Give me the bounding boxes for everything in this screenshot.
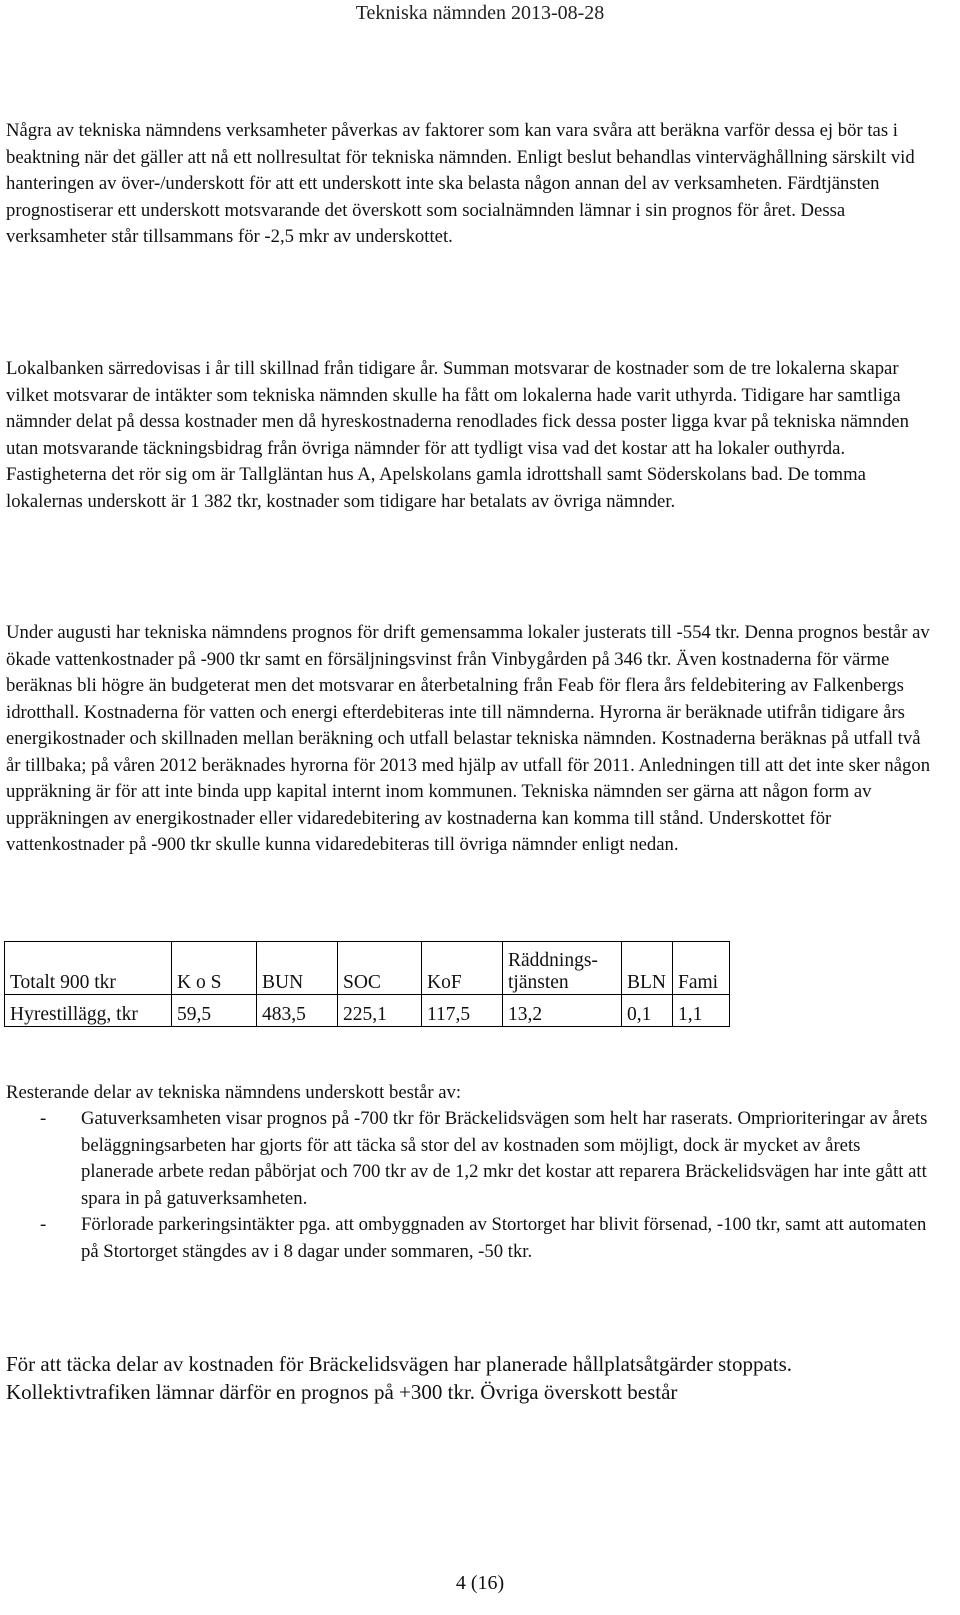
- paragraph-lokalbanken: Lokalbanken särredovisas i år till skillnad från tidigare år. Summan motsvarar de kostnader som de tre lokalerna skapar vilket motsvarar de intäkter som tekniska nämnden skulle ha fått om lokalerna hade varit uthyrda. Tidigare har samtliga nämnder delat på dessa kostnader men då hyreskostnaderna renodlades fick dessa poster ligga kvar på tekniska nämnden utan motsvarande täckningsbidrag från övriga nämnder för att tydligt visa vad det kostar att ha lokaler outhyrda. Fastigheterna det rör sig om är Tallgläntan hus A, Apelskolans gamla idrottshall samt Söderskolans bad. De tomma lokalernas underskott är 1 382 tkr, kostnader som tidigare har betalats av övriga nämnder.: [6, 358, 909, 512]
- table-cell: 225,1: [338, 995, 422, 1027]
- table-header-row: [5, 942, 730, 995]
- paragraph-special-activities: Några av tekniska nämndens verksamheter påverkas av faktorer som kan vara svåra att beräkna varför dessa ej bör tas i beaktning när det gäller att nå ett nollresultat för tekniska nämnden. Enligt beslut behandlas vinterväghållning särskilt vid hanteringen av över-/underskott för att ett underskott inte ska belasta någon annan del av verksamheten. Färdtjänsten prognostiserar ett underskott motsvarande det överskott som socialnämnden lämnar i sin prognos för året. Dessa verksamheter står tillsammans för -2,5 mkr av underskottet.: [6, 120, 915, 247]
- list-item-text: Förlorade parkeringsintäkter pga. att ombyggnaden av Stortorget har blivit försenad, -100 tkr, samt att automaten på Stortorget stängdes av i 8 dagar under sommaren, -50 tkr.: [81, 1214, 927, 1262]
- list-item-text: Gatuverksamheten visar prognos på -700 tkr för Bräckelidsvägen som helt har raserats. Omprioriteringar av årets beläggningsarbeten har gjorts för att täcka så stor del av kostnaden som möjligt, dock är mycket av årets planerade arbete redan påbörjat och 700 tkr av de 1,2 mkr det kostar att reparera Bräckelidsvägen har inte gått att spara in på gatuverksamheten.: [81, 1108, 928, 1209]
- list-item: [6, 1212, 936, 1265]
- table-header-cell: BUN: [257, 942, 338, 995]
- table-header-cell: K o S: [172, 942, 257, 995]
- table-cell: 483,5: [257, 995, 338, 1027]
- list-item: [6, 1106, 936, 1212]
- table-header-cell: Räddnings- tjänsten: [503, 942, 622, 995]
- list-dash: -: [40, 1214, 47, 1235]
- table-cell: 13,2: [503, 995, 622, 1027]
- table-row: [5, 995, 730, 1027]
- remaining-deficit-list: [6, 1106, 936, 1265]
- table-header-cell: Totalt 900 tkr: [5, 942, 172, 995]
- remaining-deficit-intro: Resterande delar av tekniska nämndens underskott består av:: [6, 1082, 462, 1103]
- table-header-cell: BLN: [622, 942, 673, 995]
- page-number: 4 (16): [455, 1572, 505, 1594]
- table-cell: Hyrestillägg, tkr: [5, 995, 172, 1027]
- list-dash: -: [40, 1108, 47, 1129]
- paragraph-closing: För att täcka delar av kostnaden för Bräckelidsvägen har planerade hållplatsåtgärder stoppats. Kollektivtrafiken lämnar därför en prognos på +300 tkr. Övriga överskott består: [6, 1352, 793, 1404]
- table-cell: 1,1: [673, 995, 730, 1027]
- paragraph-gemensamma-lokaler: Under augusti har tekniska nämndens prognos för drift gemensamma lokaler justerats till -554 tkr. Denna prognos består av ökade vattenkostnader på -900 tkr samt en försäljningsvinst från Vinbygården på 346 tkr. Även kostnaderna för värme beräknas bli högre än budgeterat men det motsvarar en återbetalning från Feab för flera års feldebitering av Falkenbergs idrotthall. Kostnaderna för vatten och energi efterdebiteras inte till nämnderna. Hyrorna är beräknade utifrån tidigare års energikostnader och skillnaden mellan beräkning och utfall belastar tekniska nämnden. Kostnaderna beräknas på utfall två år tillbaka; på våren 2012 beräknades hyrorna för 2013 med hjälp av utfall för 2011. Anledningen till att det inte sker någon uppräkning är för att inte binda upp kapital internt inom kommunen. Tekniska nämnden ser gärna att någon form av uppräkningen av energikostnader eller vidaredebitering av kostnaderna kan komma till stånd. Underskottet för vattenkostnader på -900 tkr skulle kunna vidaredebiteras till övriga nämnder enligt nedan.: [6, 622, 931, 855]
- table-cell: 0,1: [622, 995, 673, 1027]
- table-header-cell: SOC: [338, 942, 422, 995]
- table-header-cell: KoF: [422, 942, 503, 995]
- rent-surcharge-table: [4, 941, 730, 1027]
- page-header: Tekniska nämnden 2013-08-28: [355, 2, 605, 24]
- table-cell: 117,5: [422, 995, 503, 1027]
- table-cell: 59,5: [172, 995, 257, 1027]
- table-header-cell: Fami: [673, 942, 730, 995]
